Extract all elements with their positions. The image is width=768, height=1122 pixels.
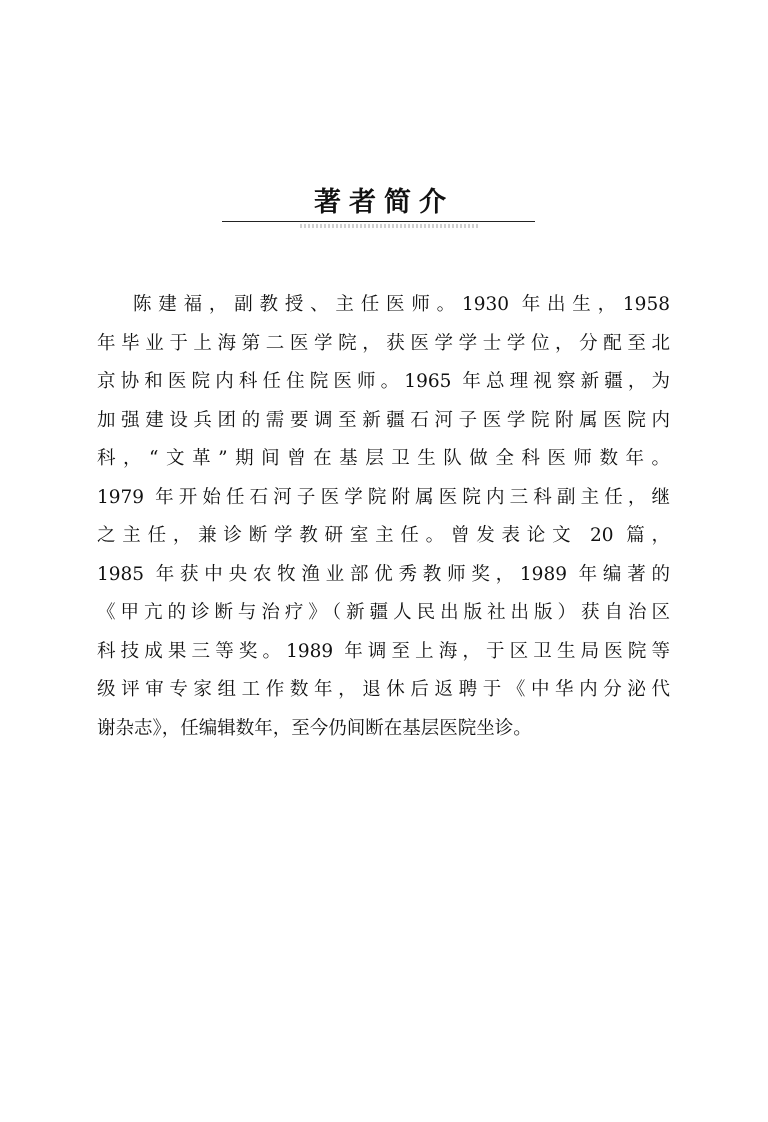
page-title: 著者简介 xyxy=(314,187,454,218)
bio-line: 1979 年开始任石河子医学院附属医院内三科副主任，继 xyxy=(97,486,670,508)
bio-line: 加强建设兵团的需要调至新疆石河子医学院附属医院内 xyxy=(97,409,670,431)
bio-line: 谢杂志》，任编辑数年，至今仍间断在基层医院坐诊。 xyxy=(97,717,532,739)
author-bio xyxy=(97,286,670,748)
title-decoration xyxy=(300,224,480,228)
bio-line: 《甲亢的诊断与治疗》（新疆人民出版社出版）获自治区 xyxy=(97,602,670,623)
bio-line: 京协和医院内科任住院医师。1965 年总理视察新疆，为 xyxy=(97,371,670,392)
bio-line: 陈建福，副教授、主任医师。1930 年出生，1958 xyxy=(133,294,670,315)
bio-line: 之主任，兼诊断学教研室主任。曾发表论文 20 篇， xyxy=(97,525,670,546)
bio-line: 级评审专家组工作数年，退休后返聘于《中华内分泌代 xyxy=(97,679,670,700)
bio-line: 科技成果三等奖。1989 年调至上海，于区卫生局医院等 xyxy=(97,640,670,662)
title-underline xyxy=(222,221,535,222)
bio-line: 科，“文革”期间曾在基层卫生队做全科医师数年。 xyxy=(97,448,670,469)
bio-line: 1985 年获中央农牧渔业部优秀教师奖，1989 年编著的 xyxy=(97,563,670,585)
bio-line: 年毕业于上海第二医学院，获医学学士学位，分配至北 xyxy=(97,332,670,354)
